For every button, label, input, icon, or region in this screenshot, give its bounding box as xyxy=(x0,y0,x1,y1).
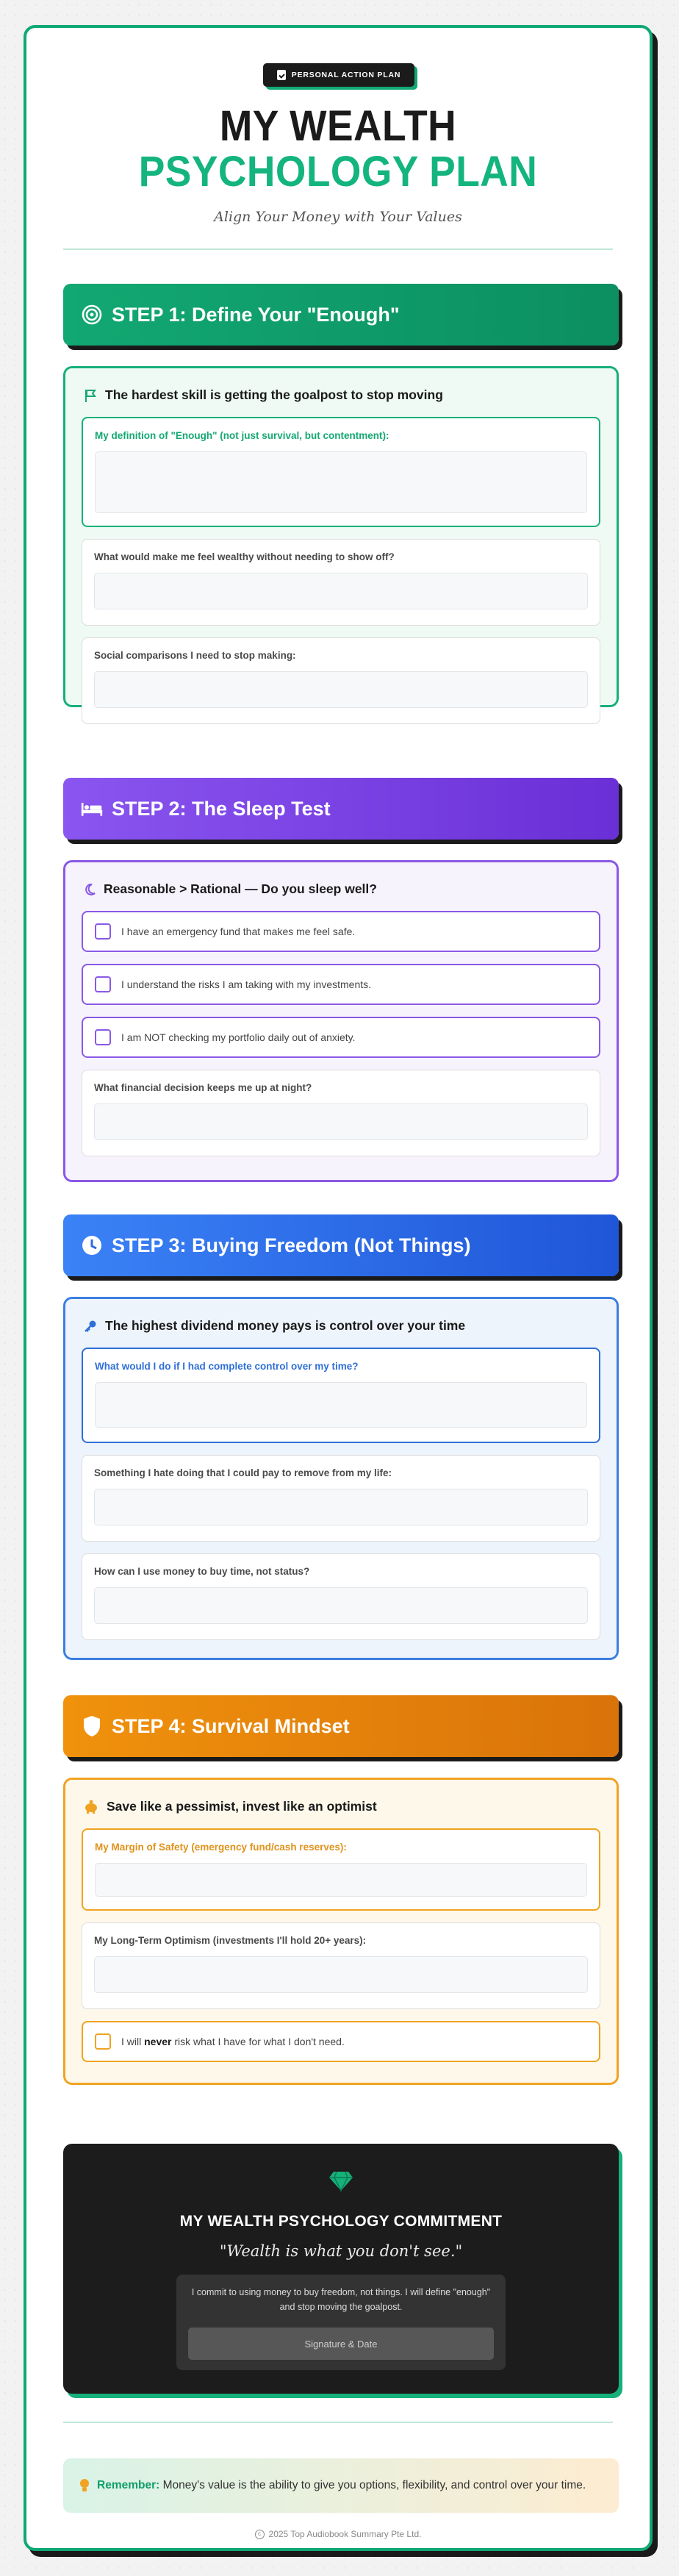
field-label: Social comparisons I need to stop making: xyxy=(94,650,296,661)
step2-heading-text: Reasonable > Rational — Do you sleep well? xyxy=(104,881,377,896)
step1-title: STEP 1: Define Your "Enough" xyxy=(112,303,400,326)
signature-date-field[interactable]: Signature & Date xyxy=(188,2328,494,2360)
pay-to-remove-input[interactable] xyxy=(94,1489,588,1525)
step4-banner xyxy=(63,1695,619,1757)
flag-icon xyxy=(83,388,98,403)
step2-panel xyxy=(63,860,619,1182)
copyright-icon: c xyxy=(255,2530,265,2539)
page-title-line2: PSYCHOLOGY PLAN xyxy=(138,148,538,196)
action-plan-sheet xyxy=(24,25,653,2551)
checklist-item[interactable] xyxy=(82,1017,600,1058)
enough-definition-input[interactable] xyxy=(95,451,587,513)
gem-icon xyxy=(328,2170,353,2192)
checklist-label: I am NOT checking my portfolio daily out of anxiety. xyxy=(121,1031,356,1043)
buy-time-input[interactable] xyxy=(94,1587,588,1624)
time-control-input[interactable] xyxy=(95,1382,587,1428)
long-term-optimism-input[interactable] xyxy=(94,1956,588,1993)
checklist-label: I understand the risks I am taking with my investments. xyxy=(121,978,372,990)
plan-badge xyxy=(263,63,414,87)
clipboard-check-icon xyxy=(277,70,286,80)
feel-wealthy-field xyxy=(82,539,600,626)
step2-heading xyxy=(83,881,377,897)
step2-title: STEP 2: The Sleep Test xyxy=(112,797,331,820)
remember-note xyxy=(63,2458,619,2513)
step1-heading xyxy=(83,387,443,403)
commitment-text: I commit to using money to buy freedom, not things. I will define "enough" and stop moving the goalpost. xyxy=(191,2287,491,2312)
buy-time-field xyxy=(82,1553,600,1640)
step4-panel xyxy=(63,1778,619,2085)
footer xyxy=(26,2529,650,2539)
feel-wealthy-input[interactable] xyxy=(94,573,588,609)
checklist-item[interactable] xyxy=(82,964,600,1005)
commitment-title: MY WEALTH PSYCHOLOGY COMMITMENT xyxy=(179,2213,503,2230)
margin-of-safety-input[interactable] xyxy=(95,1863,587,1897)
night-worry-input[interactable] xyxy=(94,1103,588,1140)
field-label: My Long-Term Optimism (investments I'll hold 20+ years): xyxy=(94,1935,367,1946)
checklist-item[interactable] xyxy=(82,911,600,952)
step3-banner xyxy=(63,1214,619,1276)
step2-banner xyxy=(63,778,619,840)
target-icon xyxy=(81,304,103,326)
long-term-optimism-field xyxy=(82,1922,600,2009)
step4-heading-text: Save like a pessimist, invest like an optimist xyxy=(107,1799,377,1814)
page-title-line1: MY WEALTH xyxy=(219,102,457,150)
time-control-field xyxy=(82,1348,600,1443)
commitment-box xyxy=(176,2275,506,2370)
piggy-bank-icon xyxy=(83,1800,99,1814)
divider xyxy=(63,248,613,250)
checkbox[interactable] xyxy=(95,1029,111,1045)
field-label: What would make me feel wealthy without needing to show off? xyxy=(94,551,395,562)
enough-definition-field xyxy=(82,417,600,527)
step1-heading-text: The hardest skill is getting the goalpost to stop moving xyxy=(105,387,443,402)
step3-heading xyxy=(83,1318,465,1334)
social-comparisons-field xyxy=(82,637,600,724)
step1-panel xyxy=(63,366,619,707)
social-comparisons-input[interactable] xyxy=(94,671,588,708)
bed-icon xyxy=(81,798,103,820)
step4-title: STEP 4: Survival Mindset xyxy=(112,1714,350,1737)
checkbox[interactable] xyxy=(95,2033,111,2050)
night-worry-field xyxy=(82,1070,600,1156)
page-subtitle: Align Your Money with Your Values xyxy=(214,209,462,225)
field-label: How can I use money to buy time, not status? xyxy=(94,1566,310,1577)
commitment-card xyxy=(63,2144,619,2394)
badge-label: PERSONAL ACTION PLAN xyxy=(291,71,401,79)
pay-to-remove-field xyxy=(82,1455,600,1542)
divider xyxy=(63,2422,613,2423)
step3-heading-text: The highest dividend money pays is control over your time xyxy=(105,1318,466,1333)
field-label: Something I hate doing that I could pay to remove from my life: xyxy=(94,1467,392,1478)
checkbox[interactable] xyxy=(95,976,111,992)
step3-title: STEP 3: Buying Freedom (Not Things) xyxy=(112,1234,471,1256)
step1-banner xyxy=(63,284,619,346)
commitment-quote: "Wealth is what you don't see." xyxy=(219,2242,463,2260)
step4-heading xyxy=(83,1799,377,1814)
field-label: My definition of "Enough" (not just survival, but contentment): xyxy=(95,430,389,441)
moon-icon xyxy=(83,883,96,896)
field-label: What financial decision keeps me up at night? xyxy=(94,1082,312,1093)
footer-text: 2025 Top Audiobook Summary Pte Ltd. xyxy=(268,2529,422,2539)
field-label: What would I do if I had complete control over my time? xyxy=(95,1361,359,1372)
key-icon xyxy=(83,1319,98,1334)
margin-of-safety-field xyxy=(82,1828,600,1911)
step3-panel xyxy=(63,1297,619,1660)
never-risk-checkbox-item[interactable] xyxy=(82,2021,600,2062)
lightbulb-icon xyxy=(79,2478,90,2493)
checkbox[interactable] xyxy=(95,923,111,940)
clock-icon xyxy=(81,1234,103,1256)
shield-icon xyxy=(81,1715,103,1737)
remember-text: Remember: Money's value is the ability to give you options, flexibility, and control over your time. xyxy=(97,2479,586,2491)
checklist-label: I will never risk what I have for what I don't need. xyxy=(121,2036,345,2047)
checklist-label: I have an emergency fund that makes me feel safe. xyxy=(121,926,356,937)
field-label: My Margin of Safety (emergency fund/cash reserves): xyxy=(95,1842,347,1853)
